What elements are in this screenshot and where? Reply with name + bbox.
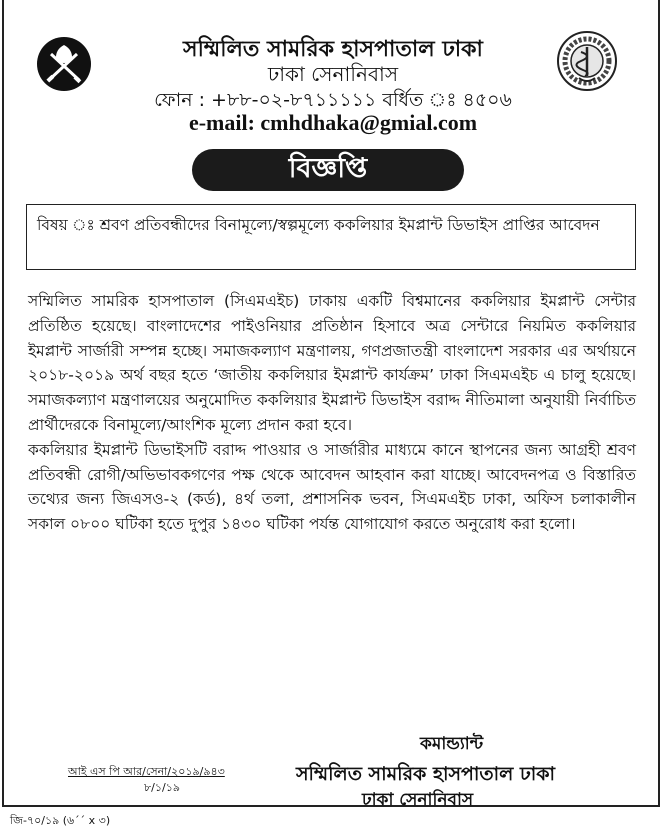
subject-text: বিষয় ঃ শ্রবণ প্রতিবন্ধীদের বিনামূল্যে/স্বল্পমূল্যে ককলিয়ার ইমপ্লান্ট ডিভাইস প্রাপ্তির আবেদন — [37, 216, 600, 234]
body-paragraph-1: সম্মিলিত সামরিক হাসপাতাল (সিএমএইচ) ঢাকায় একটি বিশ্বমানের ককলিয়ার ইমপ্লান্ট সেন্টার প্রতিষ্ঠিত হয়েছে। বাংলাদেশের পাইওনিয়ার প্রতিষ্ঠান হিসাবে অত্র সেন্টারে নিয়মিত ককলিয়ার ইমপ্লান্ট সার্জারী সম্পন্ন হচ্ছে। সমাজকল্যাণ মন্ত্রণালয়, গণপ্রজাতন্ত্রী বাংলাদেশ সরকার এর অর্থায়নে ২০১৮-২০১৯ অর্থ বছর হতে ‘জাতীয় ককলিয়ার ইমপ্লান্ট কার্যক্রম’ ঢাকা সিএমএইচ এ চালু হয়েছে। সমাজকল্যাণ মন্ত্রণালয়ের অনুমোদিত ককলিয়ার ইমপ্লান্ট ডিভাইস বরাদ্দ নীতিমালা অনুযায়ী নির্বাচিত প্রার্থীদেরকে বিনামূল্যে/আংশিক মূল্যে প্রদান করা হবে। — [28, 292, 636, 434]
hospital-location: ঢাকা সেনানিবাস — [267, 62, 399, 86]
body-paragraph-2: ককলিয়ার ইমপ্লান্ট ডিভাইসটি বরাদ্দ পাওয়ার ও সার্জারীর মাধ্যমে কানে স্থাপনের জন্য আগ্রহী শ্রবণ প্রতিবন্ধী রোগী/অভিভাবকগণের পক্ষ থেকে আবেদন আহবান করা যাচ্ছে। আবেদনপত্র ও বিস্তারিত তথ্যের জন্য জিএসও-২ (কর্ড), ৪র্থ তলা, প্রশাসনিক ভবন, সিএমএইচ ঢাকা, অফিস চলাকালীন সকাল ০৮০০ ঘটিকা হতে দুপুর ১৪৩০ ঘটিকা পর্যন্ত যোগাযোগ করতে অনুরোধ করা হলো। — [28, 440, 636, 534]
notice-body — [28, 289, 636, 537]
army-emblem-icon — [36, 36, 92, 92]
reference-date: ৮/১/১৯ — [144, 781, 180, 794]
signatory-title: কমান্ড্যান্ট — [420, 734, 484, 754]
phone-line: ফোন : +৮৮-০২-৮৭১১১১১ বর্ধিত ঃ ৪৫০৬ — [154, 89, 512, 111]
signatory-location: ঢাকা সেনানিবাস — [362, 790, 474, 810]
notice-title: বিজ্ঞপ্তি — [288, 152, 368, 184]
notice-title-banner — [192, 149, 464, 191]
subject-box — [26, 204, 636, 270]
ad-code: জি-৭০/১৯ (৬ˊˊ x ৩) — [10, 814, 111, 827]
ispr-reference: আই এস পি আর/সেনা/২০১৯/৯৪৩ — [68, 765, 225, 778]
hospital-name: সম্মিলিত সামরিক হাসপাতাল ঢাকা — [183, 37, 483, 62]
email-line: e-mail: cmhdhaka@gmial.com — [188, 110, 478, 135]
signatory-org: সম্মিলিত সামরিক হাসপাতাল ঢাকা — [296, 763, 556, 785]
